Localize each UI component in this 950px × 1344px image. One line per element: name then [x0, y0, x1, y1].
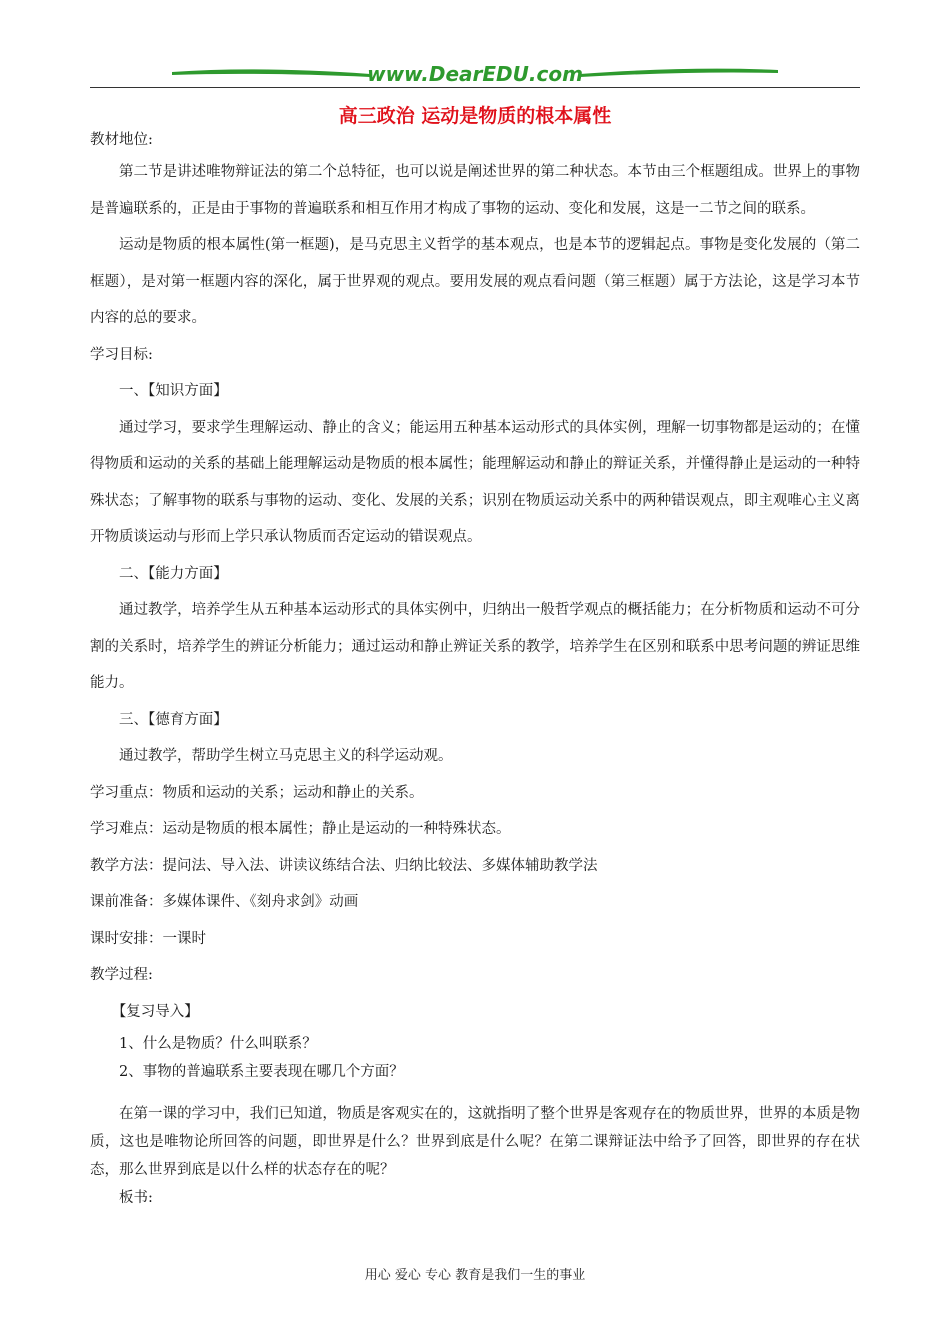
- process-label: 教学过程:: [90, 967, 153, 983]
- question-1: 1、什么是物质？什么叫联系？: [119, 1036, 317, 1052]
- method-line: 教学方法：提问法、导入法、讲读议练结合法、归纳比较法、多媒体辅助教学法: [90, 857, 598, 874]
- heading-moral: 三、【德育方面】: [119, 711, 228, 728]
- board-label: 板书:: [119, 1190, 153, 1206]
- page-title: 高三政治 运动是物质的根本属性: [338, 105, 612, 127]
- header-rule: [90, 87, 860, 88]
- page-footer: 用心 爱心 专心 教育是我们一生的事业: [364, 1268, 586, 1283]
- heading-ability: 二、【能力方面】: [119, 565, 228, 582]
- review-heading: 【复习导入】: [111, 1003, 199, 1020]
- question-2: 2、事物的普遍联系主要表现在哪几个方面？: [119, 1064, 404, 1080]
- paragraph-knowledge: 通过学习，要求学生理解运动、静止的含义；能运用五种基本运动形式的具体实例，理解一切事物都是运动的；在懂得物质和运动的关系的基础上能理解运动是物质的根本属性；能理解运动和静止的辩证关系，并懂得静止是运动的一种特殊状态；了解事物的联系与事物的运动、变化、发展的关系；识别在物质运动关系中的两种错误观点，即主观唯心主义离开物质谈运动与形而上学只承认物质而否定运动的错误观点。: [90, 419, 860, 545]
- difficulty-line: 学习难点：运动是物质的根本属性；静止是运动的一种特殊状态。: [90, 821, 511, 837]
- paragraph-moral: 通过教学，帮助学生树立马克思主义的科学运动观。: [119, 748, 453, 764]
- paragraph-textbook-position-2: 运动是物质的根本属性(第一框题)，是马克思主义哲学的基本观点，也是本节的逻辑起点。事物是变化发展的（第二框题），是对第一框题内容的深化，属于世界观的观点。要用发展的观点看问题（第三框题）属于方法论，这是学习本节内容的总的要求。: [90, 237, 860, 326]
- time-line: 课时安排：一课时: [90, 930, 206, 947]
- logo-text: www.DearEDU.com: [367, 62, 583, 86]
- heading-knowledge: 一、【知识方面】: [119, 383, 228, 399]
- prep-line: 课前准备：多媒体课件、《刻舟求剑》动画: [90, 894, 359, 910]
- paragraph-intro: 在第一课的学习中，我们已知道，物质是客观实在的，这就指明了整个世界是客观存在的物质世界，世界的本质是物质，这也是唯物论所回答的问题，即世界是什么？世界到底是什么呢？在第二课辩证法中给予了回答，即世界的存在状态，那么世界到底是以什么样的状态存在的呢？: [90, 1106, 860, 1178]
- document-body: [90, 126, 860, 1212]
- section-label-textbook: 教材地位:: [90, 132, 153, 148]
- focus-line: 学习重点：物质和运动的关系；运动和静止的关系。: [90, 784, 424, 801]
- paragraph-ability: 通过教学，培养学生从五种基本运动形式的具体实例中，归纳出一般哲学观点的概括能力；在分析物质和运动不可分割的关系时，培养学生的辨证分析能力；通过运动和静止辨证关系的教学，培养学生在区别和联系中思考问题的辨证思维能力。: [90, 602, 860, 691]
- header-logo: [170, 62, 780, 88]
- paragraph-textbook-position-1: 第二节是讲述唯物辩证法的第二个总特征，也可以说是阐述世界的第二种状态。本节由三个框题组成。世界上的事物是普遍联系的，正是由于事物的普遍联系和相互作用才构成了事物的运动、变化和发展，这是一二节之间的联系。: [90, 164, 860, 217]
- section-label-goals: 学习目标:: [90, 346, 153, 363]
